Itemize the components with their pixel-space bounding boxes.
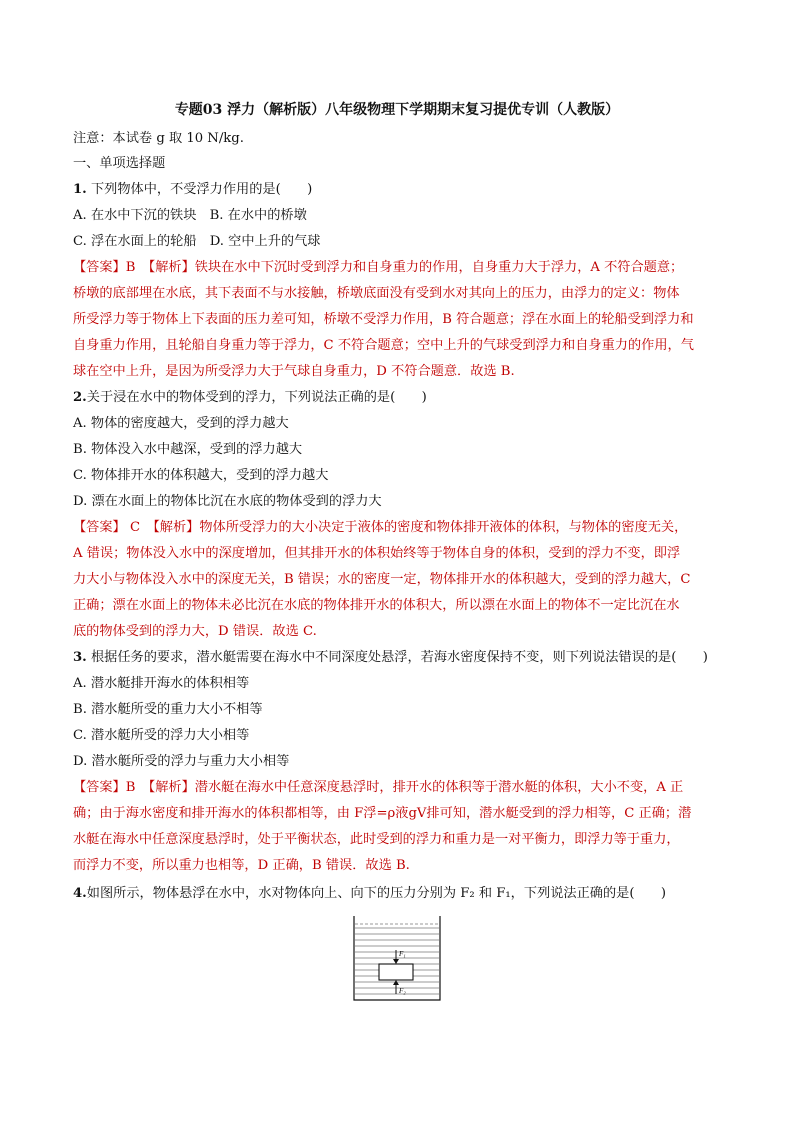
q2-answer-line: 正确；漂在水面上的物体未必比沉在水底的物体排开水的体积大，所以漂在水面上的物体不一定比沉在水 <box>73 598 680 613</box>
q3-option: B. 潜水艇所受的重力大小不相等 <box>73 702 263 717</box>
q2-option: D. 漂在水面上的物体比沉在水底的物体受到的浮力大 <box>73 494 382 509</box>
q3-number: 3. <box>73 650 87 665</box>
q4-stem-text: 如图所示，物体悬浮在水中，水对物体向上、向下的压力分别为 F₂ 和 F₁，下列说法正确的是( ) <box>86 886 667 901</box>
page-title: 专题03 浮力（解析版）八年级物理下学期期末复习提优专训（人教版） <box>174 102 620 118</box>
q3-answer-line: 【答案】B 【解析】潜水艇在海水中任意深度悬浮时，排开水的体积等于潜水艇的体积，大小不变，A 正 <box>73 780 684 795</box>
q2-stem-text: 关于浸在水中的物体受到的浮力，下列说法正确的是( ) <box>86 390 427 405</box>
q1-options-ab: A. 在水中下沉的铁块 B. 在水中的桥墩 <box>73 208 307 223</box>
q1-number: 1. <box>73 182 87 197</box>
q3-stem-text: 根据任务的要求，潜水艇需要在海水中不同深度处悬浮，若海水密度保持不变，则下列说法错误的是( ) <box>86 650 708 665</box>
q4-stem <box>73 885 666 903</box>
q1-answer-line: 桥墩的底部埋在水底，其下表面不与水接触，桥墩底面没有受到水对其向上的压力，由浮力的定义：物体 <box>73 286 680 301</box>
q3-option: C. 潜水艇所受的浮力大小相等 <box>73 728 250 743</box>
q4-number: 4. <box>73 886 87 901</box>
suspended-block <box>379 964 413 980</box>
suspended-block-figure <box>352 914 442 1004</box>
q2-answer-line: 底的物体受到的浮力大，D 错误．故选 C. <box>73 624 317 639</box>
label-f1: F₁ <box>399 950 406 958</box>
q3-answer-line: 水艇在海水中任意深度悬浮时，处于平衡状态，此时受到的浮力和重力是一对平衡力，即浮力等于重力， <box>73 832 680 847</box>
q2-stem <box>73 389 427 407</box>
q1-answer-line: 所受浮力等于物体上下表面的压力差可知，桥墩不受浮力作用，B 符合题意；浮在水面上的轮船受到浮力和 <box>73 312 694 327</box>
q2-option: B. 物体没入水中越深，受到的浮力越大 <box>73 442 303 457</box>
q2-answer-line: A 错误；物体没入水中的深度增加，但其排开水的体积始终等于物体自身的体积，受到的浮力不变，即浮 <box>73 546 681 561</box>
q1-answer-line: 【答案】B 【解析】铁块在水中下沉时受到浮力和自身重力的作用，自身重力大于浮力，A 不符合题意； <box>73 260 684 275</box>
q2-option: A. 物体的密度越大，受到的浮力越大 <box>73 416 289 431</box>
note-line: 注意：本试卷 g 取 10 N/kg. <box>73 131 244 146</box>
q2-option: C. 物体排开水的体积越大，受到的浮力越大 <box>73 468 329 483</box>
q3-answer-line: 而浮力不变，所以重力也相等，D 正确，B 错误．故选 B. <box>73 858 410 873</box>
section-heading: 一、单项选择题 <box>73 156 166 171</box>
q1-answer-line: 球在空中上升，是因为所受浮力大于气球自身重力，D 不符合题意．故选 B. <box>73 364 515 379</box>
q1-answer-line: 自身重力作用，且轮船自身重力等于浮力，C 不符合题意；空中上升的气球受到浮力和自身重力的作用，气 <box>73 338 694 353</box>
q1-options-cd: C. 浮在水面上的轮船 D. 空中上升的气球 <box>73 234 321 249</box>
label-f2: F₂ <box>399 987 406 995</box>
q3-option: D. 潜水艇所受的浮力与重力大小相等 <box>73 754 290 769</box>
q2-number: 2. <box>73 390 87 405</box>
arrow-down-head-icon <box>393 959 399 964</box>
q1-stem-text: 下列物体中，不受浮力作用的是( ) <box>86 182 313 197</box>
q1-stem <box>73 181 312 199</box>
arrow-up-head-icon <box>393 980 399 985</box>
q3-option: A. 潜水艇排开海水的体积相等 <box>73 676 250 691</box>
q3-answer-line: 确；由于海水密度和排开海水的体积都相等，由 F浮=ρ液gV排可知，潜水艇受到的浮力相等，C 正确；潜 <box>73 806 692 821</box>
q2-answer-line: 【答案】 C 【解析】物体所受浮力的大小决定于液体的密度和物体排开液体的体积，与物体的密度无关， <box>73 520 688 535</box>
q2-answer-line: 力大小与物体没入水中的深度无关，B 错误；水的密度一定，物体排开水的体积越大，受到的浮力越大，C <box>73 572 691 587</box>
q3-stem <box>73 649 708 667</box>
